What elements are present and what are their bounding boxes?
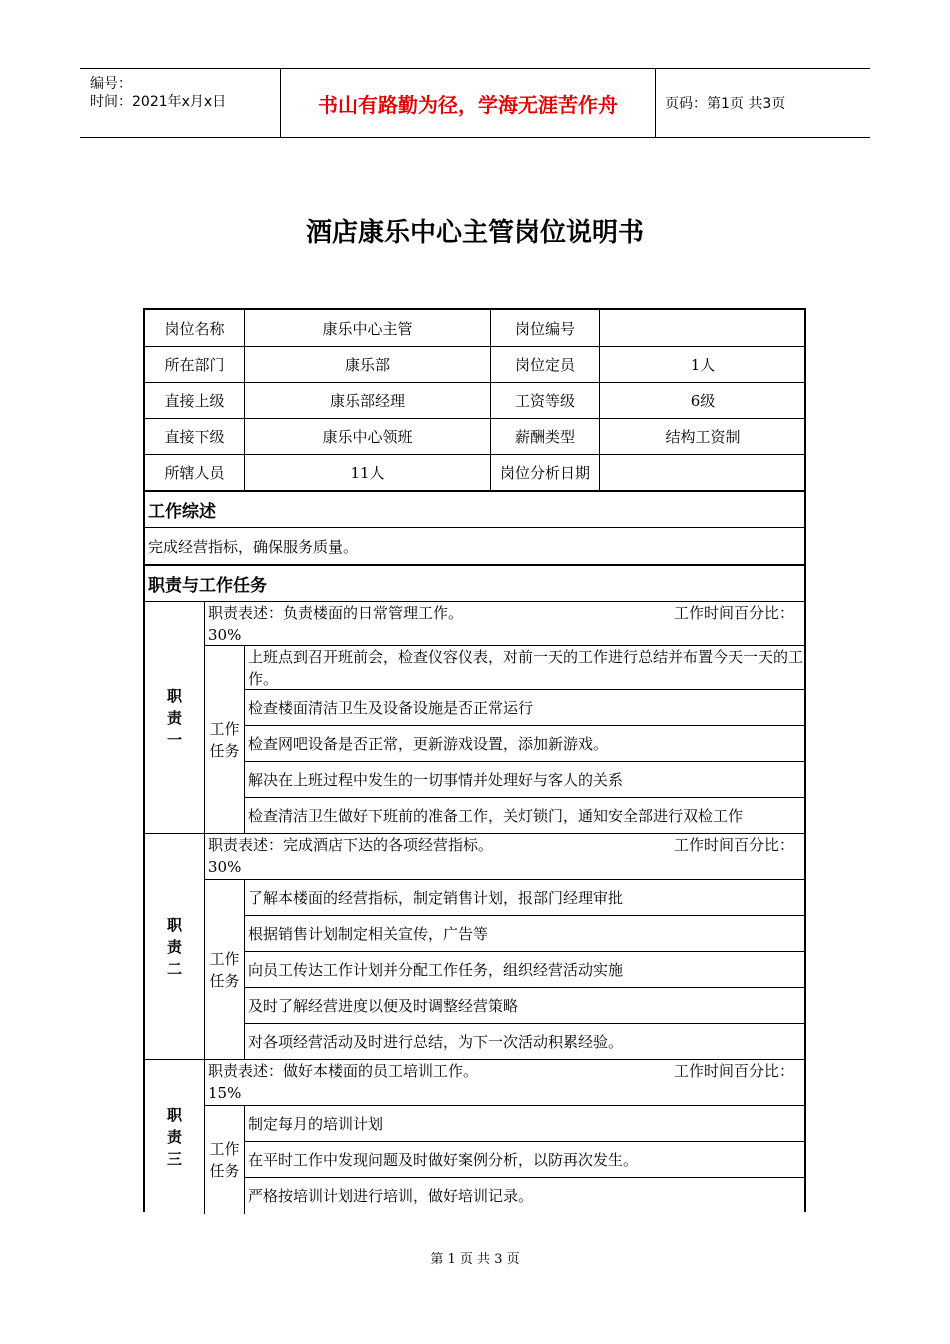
task-item: 解决在上班过程中发生的一切事情并处理好与客人的关系	[244, 761, 806, 797]
header-page-info: 页码：第1页 共3页	[665, 96, 786, 112]
info-value: 11人	[244, 454, 490, 490]
duty-statement: 职责表述：负责楼面的日常管理工作。 30% 工作时间百分比：	[204, 601, 806, 645]
summary-text: 完成经营指标，确保服务质量。	[145, 527, 806, 564]
time-percent-value: 30%	[208, 626, 242, 644]
time-percent-value: 30%	[208, 858, 242, 876]
task-item: 向员工传达工作计划并分配工作任务，组织经营活动实施	[244, 951, 806, 987]
info-label: 所辖人员	[145, 454, 244, 490]
duty-label: 职 责 一	[145, 601, 204, 833]
info-label: 岗位分析日期	[490, 454, 599, 490]
time-percent-label: 工作时间百分比：	[673, 1062, 794, 1080]
document-header	[80, 68, 870, 138]
header-motto: 书山有路勤为径，学海无涯苦作舟	[280, 69, 656, 137]
info-label: 薪酬类型	[490, 418, 599, 454]
time-percent-label: 工作时间百分比：	[673, 836, 794, 854]
info-value: 康乐部经理	[244, 382, 490, 418]
task-item: 根据销售计划制定相关宣传，广告等	[244, 915, 806, 951]
info-label: 直接上级	[145, 382, 244, 418]
info-value	[599, 310, 806, 346]
task-item: 检查网吧设备是否正常，更新游戏设置，添加新游戏。	[244, 725, 806, 761]
info-value: 康乐部	[244, 346, 490, 382]
info-value: 结构工资制	[599, 418, 806, 454]
duty-statement: 职责表述：做好本楼面的员工培训工作。 15% 工作时间百分比：	[204, 1059, 806, 1105]
task-item: 制定每月的培训计划	[244, 1105, 806, 1141]
task-item: 及时了解经营进度以便及时调整经营策略	[244, 987, 806, 1023]
task-item: 在平时工作中发现问题及时做好案例分析，以防再次发生。	[244, 1141, 806, 1177]
info-value: 康乐中心主管	[244, 310, 490, 346]
job-description-table	[143, 308, 806, 1212]
duty-label: 职 责 二	[145, 833, 204, 1059]
duty-label: 职 责 三	[145, 1059, 204, 1214]
info-value: 康乐中心领班	[244, 418, 490, 454]
info-label: 岗位编号	[490, 310, 599, 346]
duty-statement: 职责表述：完成酒店下达的各项经营指标。 30% 工作时间百分比：	[204, 833, 806, 879]
task-item: 严格按培训计划进行培训，做好培训记录。	[244, 1177, 806, 1214]
task-label: 工作 任务	[204, 645, 244, 833]
info-value: 6级	[599, 382, 806, 418]
task-item: 上班点到召开班前会，检查仪容仪表，对前一天的工作进行总结并布置今天一天的工作。	[244, 645, 806, 689]
task-label: 工作 任务	[204, 879, 244, 1059]
header-meta	[80, 69, 280, 137]
info-label: 工资等级	[490, 382, 599, 418]
info-label: 岗位名称	[164, 319, 225, 338]
task-item: 检查清洁卫生做好下班前的准备工作，关灯锁门，通知安全部进行双检工作	[244, 797, 806, 833]
task-item: 对各项经营活动及时进行总结，为下一次活动积累经验。	[244, 1023, 806, 1059]
task-item: 检查楼面清洁卫生及设备设施是否正常运行	[244, 689, 806, 725]
task-item: 了解本楼面的经营指标，制定销售计划，报部门经理审批	[244, 879, 806, 915]
task-label: 工作 任务	[204, 1105, 244, 1214]
info-label: 所在部门	[145, 346, 244, 382]
info-label: 直接下级	[145, 418, 244, 454]
document-number-label: 编号：	[90, 76, 132, 92]
info-label: 岗位定员	[490, 346, 599, 382]
document-title: 酒店康乐中心主管岗位说明书	[305, 218, 644, 248]
summary-heading: 工作综述	[145, 490, 806, 527]
time-percent-label: 工作时间百分比：	[673, 604, 794, 622]
info-value	[599, 454, 806, 490]
page-footer: 第 1 页 共 3 页	[430, 1252, 520, 1267]
duties-heading: 职责与工作任务	[145, 564, 806, 601]
info-value: 1人	[599, 346, 806, 382]
document-time-label: 时间：2021年x月x日	[90, 94, 227, 110]
time-percent-value: 15%	[208, 1084, 242, 1102]
